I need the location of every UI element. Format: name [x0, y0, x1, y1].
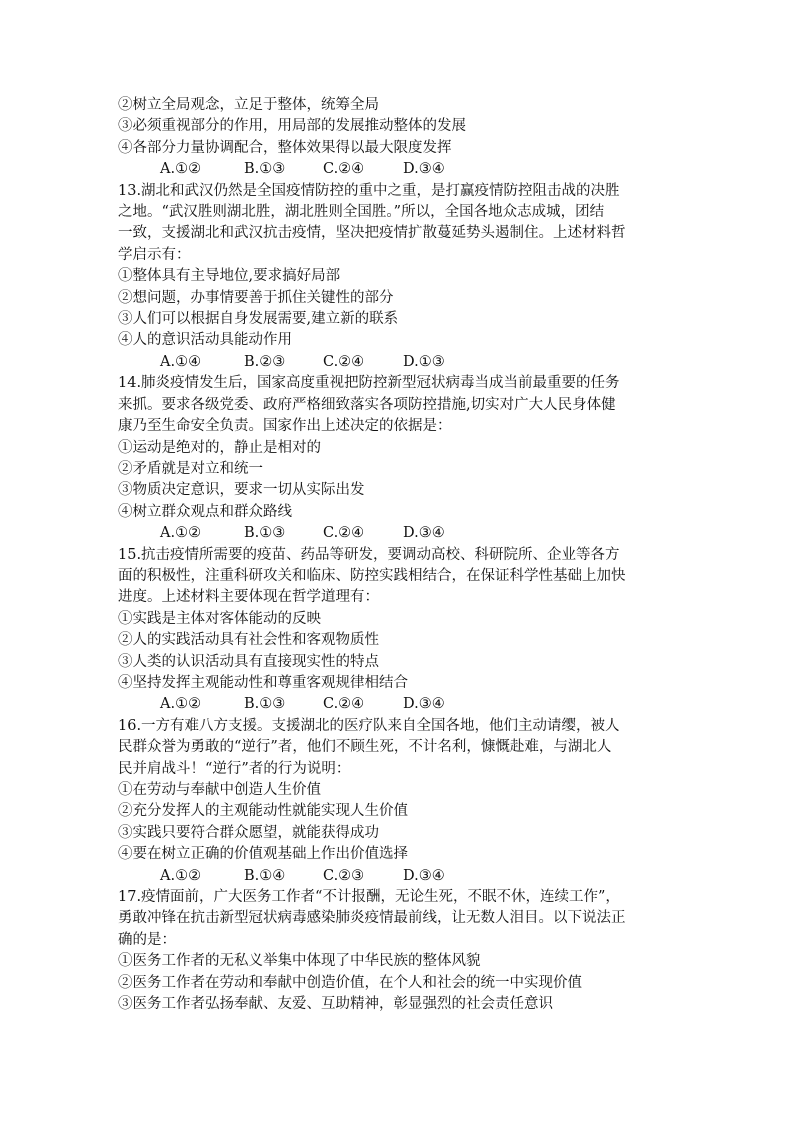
- answer-b: B.①④: [244, 867, 286, 884]
- answer-d: D.③④: [403, 525, 445, 542]
- answer-a: A.①④: [160, 353, 202, 370]
- option-line: ④人的意识活动具能动作用: [118, 332, 292, 349]
- question-12: [118, 95, 683, 181]
- option-line: ②医务工作者在劳动和奉献中创造价值，在个人和社会的统一中实现价值: [118, 974, 582, 991]
- question-stem: [118, 716, 683, 780]
- stem-line: 勇敢冲锋在抗击新型冠状病毒感染肺炎疫情最前线，让无数人泪目。以下说法正: [118, 910, 626, 927]
- option-line: ②人的实践活动具有社会性和客观物质性: [118, 632, 379, 649]
- stem-line: 15.抗击疫情所需要的疫苗、药品等研发，要调动高校、科研院所、企业等各方: [118, 546, 620, 563]
- answer-choices: [118, 352, 683, 373]
- answer-a: A.①②: [160, 867, 202, 884]
- answer-c: C.②④: [323, 353, 365, 370]
- stem-line: 确的是：: [118, 931, 176, 948]
- option-line: ④各部分力量协调配合，整体效果得以最大限度发挥: [118, 139, 452, 156]
- answer-c: C.②④: [323, 161, 365, 178]
- option-line: ③必须重视部分的作用，用局部的发展推动整体的发展: [118, 118, 466, 135]
- option-line: ①实践是主体对客体能动的反映: [118, 610, 321, 627]
- answer-d: D.③④: [403, 867, 445, 884]
- answer-c: C.②④: [323, 696, 365, 713]
- question-14: [118, 373, 683, 544]
- stem-line: 一致，支援湖北和武汉抗击疫情，坚决把疫情扩散蔓延势头遏制住。上述材料哲: [118, 225, 626, 242]
- answer-a: A.①②: [160, 161, 202, 178]
- answer-b: B.①③: [244, 525, 286, 542]
- stem-line: 面的积极性，注重科研攻关和临床、防控实践相结合，在保证科学性基础上加快: [118, 567, 626, 584]
- answer-choices: [118, 523, 683, 544]
- option-line: ④要在树立正确的价值观基础上作出价值选择: [118, 846, 408, 863]
- option-line: ②充分发挥人的主观能动性就能实现人生价值: [118, 803, 408, 820]
- answer-d: D.③④: [403, 161, 445, 178]
- question-stem: [118, 181, 683, 267]
- option-line: ④坚持发挥主观能动性和尊重客观规律相结合: [118, 674, 408, 691]
- exam-page: [118, 95, 683, 1015]
- question-16: [118, 716, 683, 887]
- option-line: ②树立全局观念，立足于整体，统筹全局: [118, 97, 379, 113]
- stem-line: 民群众誉为勇敢的“逆行”者，他们不顾生死，不计名利，慷慨赴难，与湖北人: [118, 739, 612, 756]
- stem-line: 学启示有：: [118, 246, 191, 263]
- stem-line: 16.一方有难八方支援。支援湖北的医疗队来自全国各地，他们主动请缨，被人: [118, 717, 620, 734]
- answer-b: B.①③: [244, 696, 286, 713]
- option-line: ③医务工作者弘扬奉献、友爱、互助精神，彰显强烈的社会责任意识: [118, 996, 553, 1013]
- answer-b: B.①③: [244, 161, 286, 178]
- option-line: ④树立群众观点和群众路线: [118, 503, 292, 520]
- option-line: ①整体具有主导地位,要求搞好局部: [118, 268, 341, 285]
- answer-d: D.①③: [403, 353, 445, 370]
- answer-a: A.①②: [160, 696, 202, 713]
- answer-b: B.②③: [244, 353, 286, 370]
- answer-c: C.②③: [323, 867, 365, 884]
- stem-line: 来抓。要求各级党委、政府严格细致落实各项防控措施,切实对广大人民身体健: [118, 396, 616, 413]
- answer-choices: [118, 694, 683, 715]
- option-line: ①医务工作者的无私义举集中体现了中华民族的整体风貌: [118, 953, 481, 970]
- answer-choices: [118, 159, 683, 180]
- option-line: ②想问题，办事情要善于抓住关键性的部分: [118, 289, 394, 306]
- stem-line: 民并肩战斗！“逆行”者的行为说明：: [118, 760, 351, 777]
- stem-line: 进度。上述材料主要体现在哲学道理有：: [118, 589, 379, 606]
- question-stem: [118, 545, 683, 609]
- question-stem: [118, 887, 683, 951]
- answer-a: A.①②: [160, 525, 202, 542]
- stem-line: 13.湖北和武汉仍然是全国疫情防控的重中之重，是打赢疫情防控阻击战的决胜: [118, 182, 620, 199]
- stem-line: 17.疫情面前，广大医务工作者“不计报酬，无论生死，不眠不休，连续工作”，: [118, 889, 620, 906]
- option-line: ②矛盾就是对立和统一: [118, 460, 263, 477]
- stem-line: 14.肺炎疫情发生后，国家高度重视把防控新型冠状病毒当成当前最重要的任务: [118, 375, 620, 392]
- answer-c: C.②④: [323, 525, 365, 542]
- question-17: [118, 887, 683, 1015]
- question-stem: [118, 373, 683, 437]
- option-line: ①在劳动与奉献中创造人生价值: [118, 782, 321, 798]
- question-15: [118, 545, 683, 716]
- option-line: ③实践只要符合群众愿望，就能获得成功: [118, 824, 379, 841]
- answer-d: D.③④: [403, 696, 445, 713]
- option-line: ③物质决定意识，要求一切从实际出发: [118, 482, 365, 499]
- option-line: ③人们可以根据自身发展需要,建立新的联系: [118, 311, 399, 328]
- option-line: ①运动是绝对的，静止是相对的: [118, 439, 321, 456]
- question-13: [118, 181, 683, 374]
- option-line: ③人类的认识活动具有直接现实性的特点: [118, 653, 379, 670]
- stem-line: 康乃至生命安全负责。国家作出上述决定的依据是：: [118, 418, 452, 435]
- answer-choices: [118, 866, 683, 887]
- stem-line: 之地。“武汉胜则湖北胜，湖北胜则全国胜。”所以，全国各地众志成城，团结: [118, 204, 605, 221]
